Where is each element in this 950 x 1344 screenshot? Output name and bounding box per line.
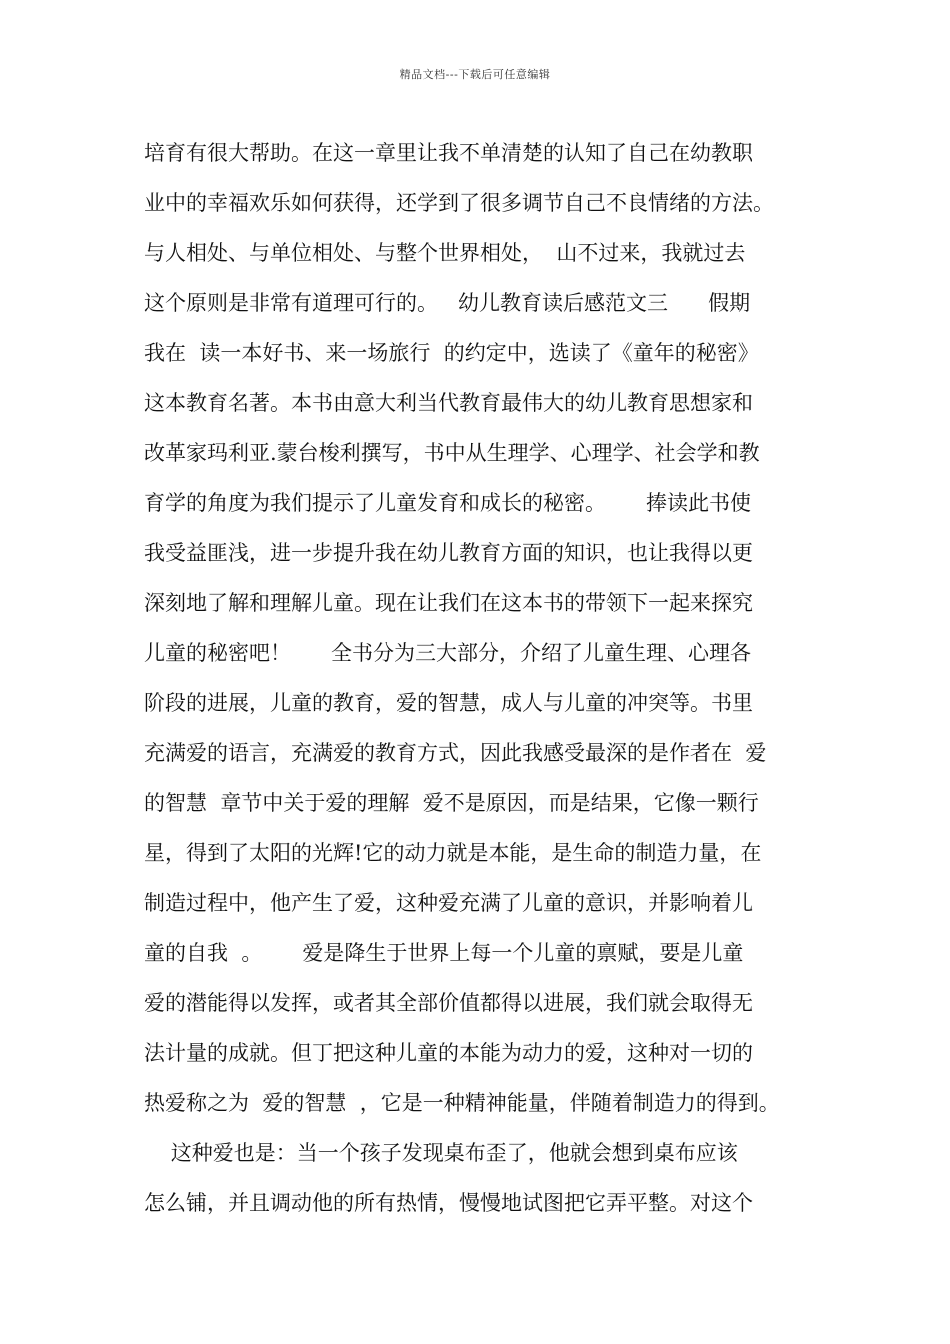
text-line: 童的自我 。 爱是降生于世界上每一个儿童的禀赋，要是儿童 — [144, 941, 744, 965]
text-line: 改革家玛利亚.蒙台梭利撰写，书中从生理学、心理学、社会学和教 — [144, 441, 760, 465]
text-line: 充满爱的语言，充满爱的教育方式，因此我感受最深的是作者在 爱 — [144, 741, 767, 765]
text-line: 深刻地了解和理解儿童。现在让我们在这本书的带领下一起来探究 — [144, 591, 753, 615]
text-line: 法计量的成就。但丁把这种儿童的本能为动力的爱，这种对一切的 — [144, 1041, 753, 1065]
text-line: 儿童的秘密吧！ 全书分为三大部分，介绍了儿童生理、心理各 — [144, 641, 752, 665]
text-line: 育学的角度为我们提示了儿童发育和成长的秘密。 捧读此书使 — [144, 491, 752, 515]
text-line: 这本教育名著。本书由意大利当代教育最伟大的幼儿教育思想家和 — [144, 391, 753, 415]
text-line: 与人相处、与单位相处、与整个世界相处， 山不过来，我就过去 — [144, 241, 746, 265]
text-line: 怎么铺，并且调动他的所有热情，慢慢地试图把它弄平整。对这个 — [144, 1191, 753, 1215]
text-line: 业中的幸福欢乐如何获得，还学到了很多调节自己不良情绪的方法。 — [144, 191, 774, 215]
text-line: 培育有很大帮助。在这一章里让我不单清楚的认知了自己在幼教职 — [144, 141, 753, 165]
text-line: 制造过程中，他产生了爱，这种爱充满了儿童的意识，并影响着儿 — [144, 891, 753, 915]
text-line: 爱的潜能得以发挥，或者其全部价值都得以进展，我们就会取得无 — [144, 991, 753, 1015]
text-line: 星，得到了太阳的光辉!它的动力就是本能，是生命的制造力量，在 — [144, 841, 762, 865]
document-body — [144, 133, 824, 1233]
text-line: 热爱称之为 爱的智慧 ，它是一种精神能量，伴随着制造力的得到。 — [144, 1091, 780, 1115]
text-line: 阶段的进展，儿童的教育，爱的智慧，成人与儿童的冲突等。书里 — [144, 691, 753, 715]
text-line: 这种爱也是：当一个孩子发现桌布歪了，他就会想到桌布应该 — [144, 1141, 738, 1165]
text-line: 我受益匪浅，进一步提升我在幼儿教育方面的知识，也让我得以更 — [144, 541, 753, 565]
page-header: 精品文档---下载后可任意编辑 — [399, 68, 551, 81]
text-line: 这个原则是非常有道理可行的。 幼儿教育读后感范文三 假期 — [144, 291, 751, 315]
text-line: 的智慧 章节中关于爱的理解 爱不是原因，而是结果，它像一颗行 — [144, 791, 759, 815]
text-line: 我在 读一本好书、来一场旅行 的约定中，选读了《童年的秘密》 — [144, 341, 759, 365]
